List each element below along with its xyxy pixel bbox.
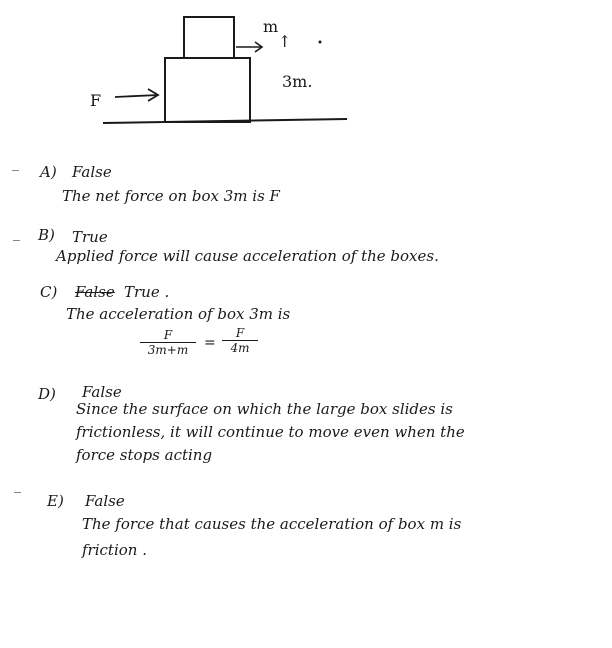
- equals-sign: =: [204, 335, 216, 351]
- fraction-right-denominator: 4m: [230, 341, 250, 355]
- bottom-box-mass-label: 3m.: [282, 72, 313, 91]
- margin-mark: [12, 170, 19, 171]
- answer-c-struck-verdict: False: [75, 283, 115, 301]
- answer-d-line: frictionless, it will continue to move even when the: [76, 423, 465, 441]
- small-box: [184, 17, 234, 58]
- answer-e-verdict: False: [85, 492, 125, 510]
- answer-d-letter: D): [38, 385, 56, 403]
- answer-a-text: The net force on box 3m is F: [62, 187, 280, 205]
- force-label: F: [90, 91, 102, 110]
- answer-c-letter: C): [40, 283, 58, 301]
- friction-arrow: [236, 42, 262, 52]
- top-box-mark: ↑: [278, 32, 292, 51]
- answer-b-text: Applied force will cause acceleration of the boxes.: [56, 247, 439, 265]
- fraction-right-numerator: F: [222, 326, 258, 341]
- answer-c-text: The acceleration of box 3m is: [66, 305, 291, 323]
- answer-a-verdict: False: [72, 163, 112, 181]
- large-box: [165, 58, 250, 122]
- answer-e-line: The force that causes the acceleration of box m is: [82, 515, 462, 533]
- fraction-left-numerator: F: [140, 328, 196, 343]
- margin-mark: [14, 492, 21, 493]
- fraction-left-denominator: 3m+m: [147, 343, 189, 357]
- fraction-right: [222, 326, 258, 355]
- margin-mark: [13, 240, 20, 241]
- answer-b-verdict: True: [72, 228, 108, 246]
- fraction-left: [140, 328, 196, 357]
- answer-d-line: force stops acting: [76, 446, 213, 464]
- block-diagram: [0, 0, 612, 140]
- answer-b-letter: B): [38, 226, 55, 244]
- answer-d-verdict: False: [82, 383, 122, 401]
- answer-d-line: Since the surface on which the large box slides is: [76, 400, 453, 418]
- answer-c-verdict: True .: [124, 283, 170, 301]
- top-box-mass-label: m: [263, 17, 279, 36]
- applied-force-arrow: [115, 89, 158, 101]
- answer-e-line: friction .: [82, 541, 147, 559]
- dot-mark: [319, 41, 322, 44]
- answer-e-letter: E): [47, 492, 64, 510]
- answer-a-letter: A): [40, 163, 57, 181]
